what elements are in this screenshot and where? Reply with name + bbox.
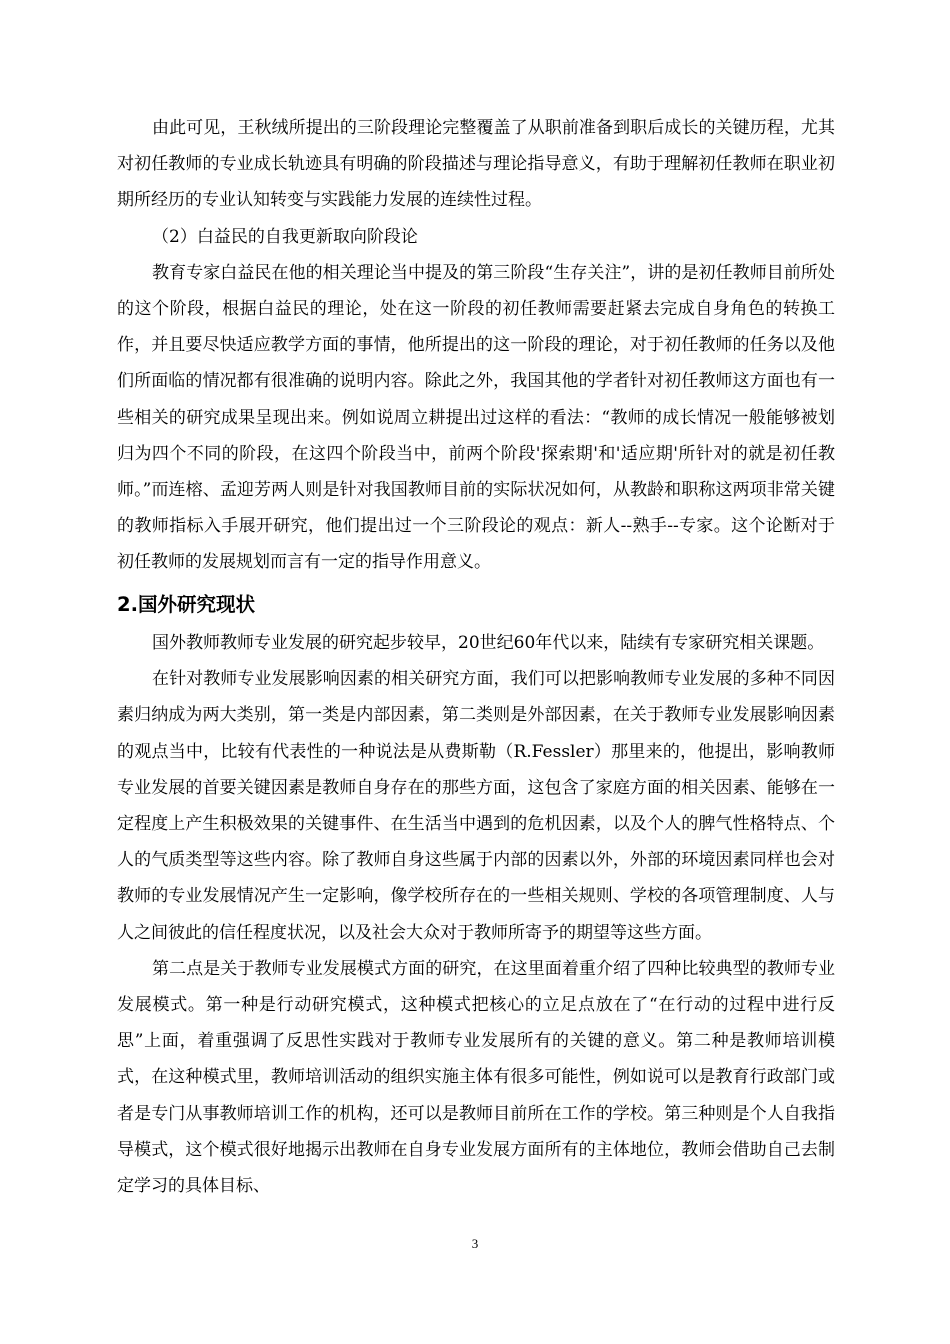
page-number: 3: [471, 1236, 479, 1251]
paragraph-development-models: 第二点是关于教师专业发展模式方面的研究，在这里面着重介绍了四种比较典型的教师专业发展模式。第一种是行动研究模式，这种模式把核心的立足点放在了“在行动的过程中进行反思”上面，着重强调了反思性实践对于教师专业发展所有的关键的意义。第二种是教师培训模式，在这种模式里，教师培训活动的组织实施主体有很多可能性，例如说可以是教育行政部门或者是专门从事教师培训工作的机构，还可以是教师目前所在工作的学校。第三种则是个人自我指导模式，这个模式很好地揭示出教师在自身专业发展方面所有的主体地位，教师会借助自己去制定学习的具体目标、: [117, 958, 835, 1197]
paragraph-foreign-intro: 国外教师教师专业发展的研究起步较早，20世纪60年代以来，陆续有专家研究相关课题。: [152, 633, 825, 653]
section-wang-bai-theories: [117, 110, 835, 581]
paragraph-wang-summary: 由此可见，王秋绒所提出的三阶段理论完整覆盖了从职前准备到职后成长的关键历程，尤其对初任教师的专业成长轨迹具有明确的阶段描述与理论指导意义，有助于理解初任教师在职业初期所经历的专业认知转变与实践能力发展的连续性过程。: [117, 118, 835, 211]
subheading-bai-yimin-theory: （2）白益民的自我更新取向阶段论: [152, 226, 418, 247]
paragraph-influence-factors: 在针对教师专业发展影响因素的相关研究方面，我们可以把影响教师专业发展的多种不同因素归纳成为两大类别，第一类是内部因素，第二类则是外部因素，在关于教师专业发展影响因素的观点当中，比较有代表性的一种说法是从费斯勒（R.Fessler）那里来的，他提出，影响教师专业发展的首要关键因素是教师自身存在的那些方面，这包含了家庭方面的相关因素、能够在一定程度上产生积极效果的关键事件、在生活当中遇到的危机因素，以及个人的脾气性格特点、个人的气质类型等这些内容。除了教师自身这些属于内部的因素以外，外部的环境因素同样也会对教师的专业发展情况产生一定影响，像学校所存在的一些相关规则、学校的各项管理制度、人与人之间彼此的信任程度状况，以及社会大众对于教师所寄予的期望等这些方面。: [117, 669, 835, 943]
paragraph-bai-yimin: 教育专家白益民在他的相关理论当中提及的第三阶段“生存关注”，讲的是初任教师目前所处的这个阶段，根据白益民的理论，处在这一阶段的初任教师需要赶紧去完成自身角色的转换工作，并且要尽快适应教学方面的事情，他所提出的这一阶段的理论，对于初任教师的任务以及他们所面临的情况都有很准确的说明内容。除此之外，我国其他的学者针对初任教师这方面也有一些相关的研究成果呈现出来。例如说周立耕提出过这样的看法：“教师的成长情况一般能够被划归为四个不同的阶段，在这四个阶段当中，前两个阶段'探索期'和'适应期'所针对的就是初任教师。”而连榕、孟迎芳两人则是针对我国教师目前的实际状况如何，从教龄和职称这两项非常关键的教师指标入手展开研究，他们提出过一个三阶段论的观点：新人--熟手--专家。这个论断对于初任教师的发展规划而言有一定的指导作用意义。: [117, 262, 835, 573]
section-heading-foreign-research: 2.国外研究现状: [117, 593, 255, 616]
section-foreign-research: [117, 625, 835, 1204]
